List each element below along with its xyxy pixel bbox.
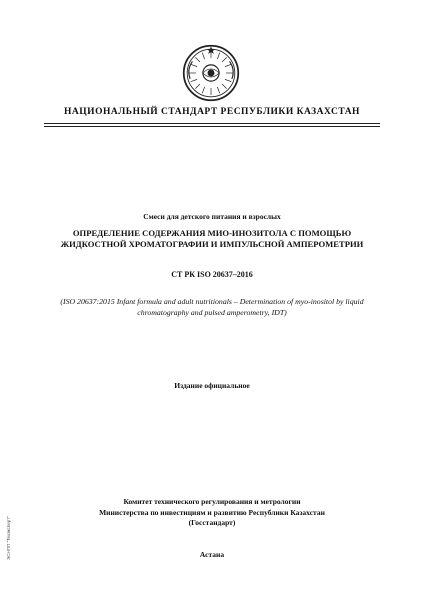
source-watermark: ЭСНПП "Техэксперт" [6, 516, 11, 560]
header-rule-bottom [44, 126, 380, 127]
publisher-block [0, 497, 424, 529]
publisher-line-1: Комитет технического регулирования и метрологии [123, 497, 301, 506]
iso-reference-note [60, 296, 364, 318]
document-title-line-2: ЖИДКОСТНОЙ ХРОМАТОГРАФИИ И ИМПУЛЬСНОЙ АМПЕРОМЕТРИИ [60, 239, 364, 249]
national-standard-title: НАЦИОНАЛЬНЫЙ СТАНДАРТ РЕСПУБЛИКИ КАЗАХСТАН [64, 107, 360, 117]
edition-label: Издание официальное [174, 381, 250, 390]
kazakhstan-state-emblem-icon [182, 44, 240, 102]
document-title [0, 228, 424, 250]
iso-note-line-1: (ISO 20637:2015 Infant formula and adult nutritionals – Determination of myo-inositol by liquid [60, 297, 364, 306]
publisher-line-2: Министерства по инвестициям и развитию Республики Казахстан [99, 507, 325, 517]
publisher-line-3: (Госстандарт) [188, 518, 236, 527]
header-rule-top [44, 123, 380, 124]
standard-number: СТ РК ISO 20637–2016 [171, 270, 253, 279]
publication-city: Астана [199, 550, 225, 559]
document-subject: Смеси для детского питания и взрослых [143, 212, 281, 221]
iso-note-line-2: chromatography and pulsed amperometry, IDT) [137, 308, 287, 317]
document-title-line-1: ОПРЕДЕЛЕНИЕ СОДЕРЖАНИЯ МИО-ИНОЗИТОЛА С ПОМОЩЬЮ [72, 228, 352, 238]
